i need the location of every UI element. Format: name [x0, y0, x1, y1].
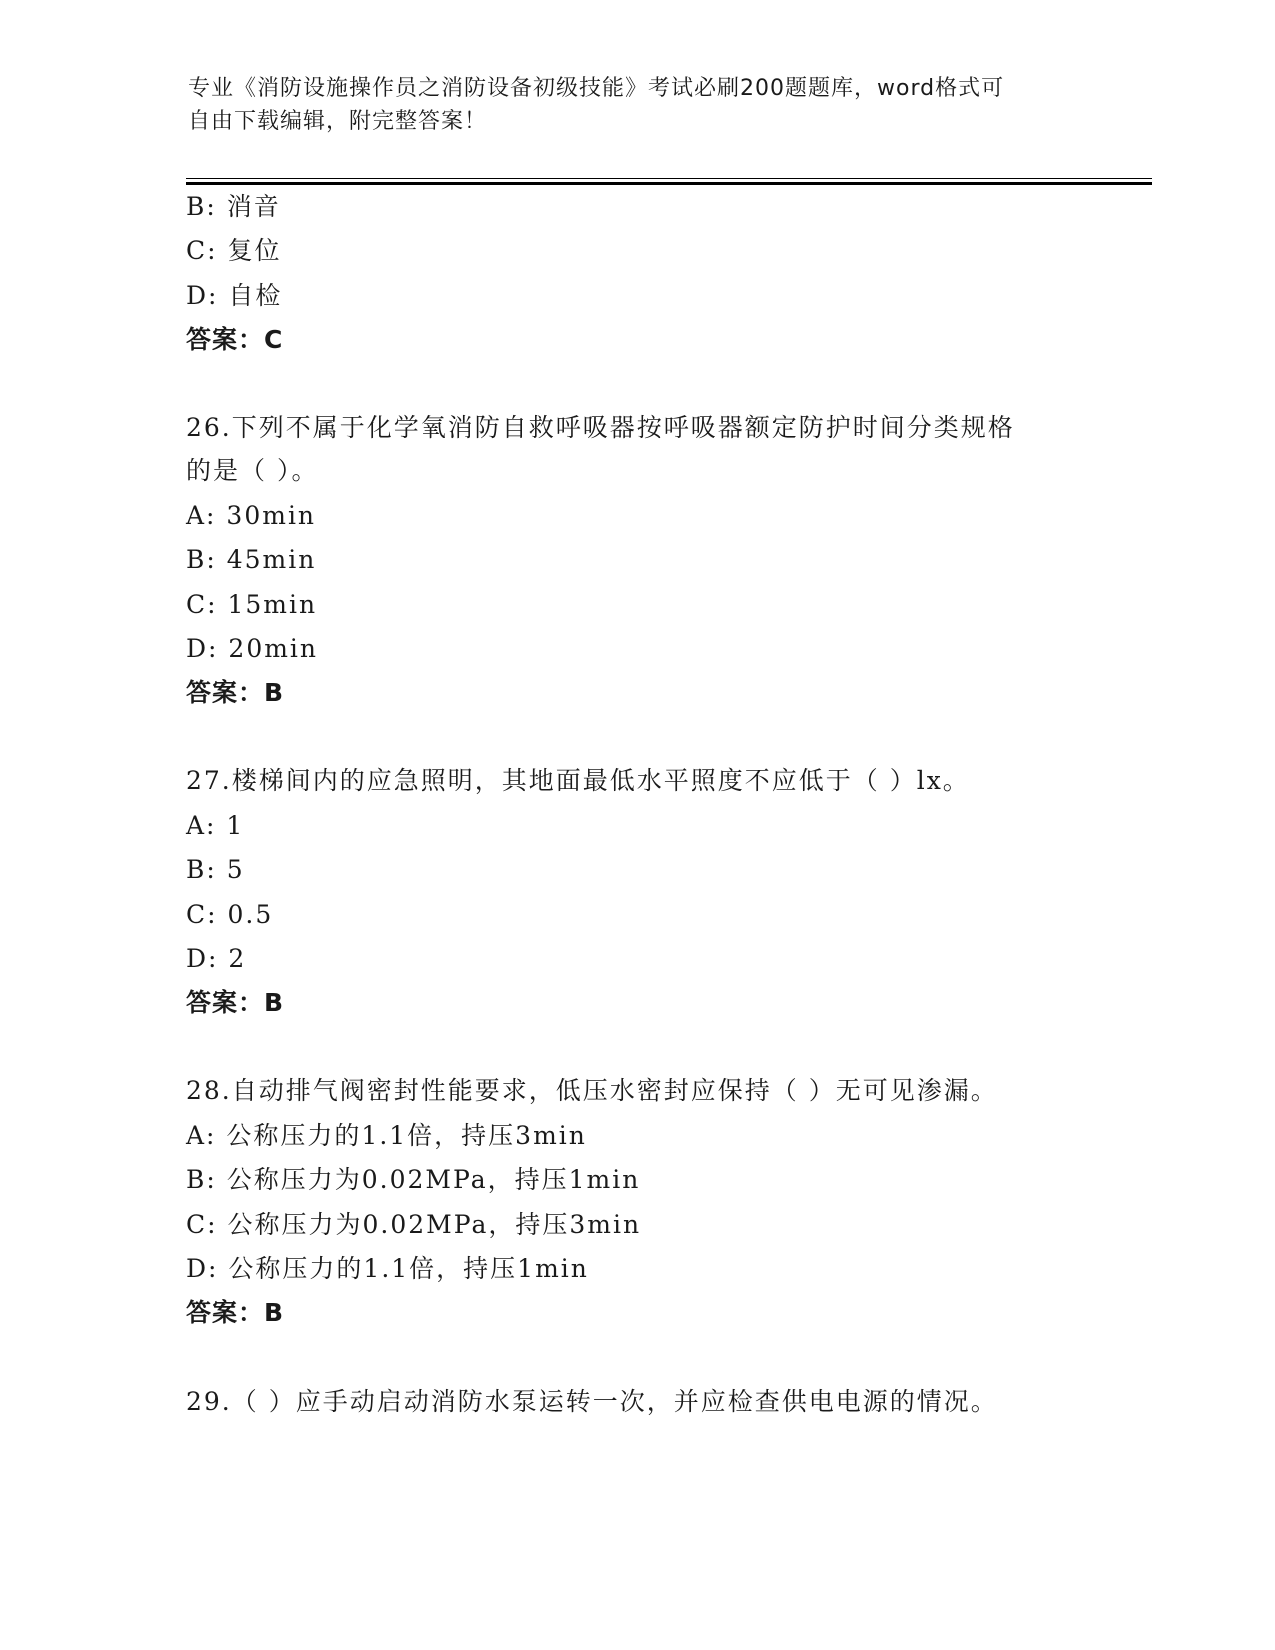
q26-stem-line-2: 的是（ ）。 — [186, 456, 319, 485]
header-rule-thick — [186, 182, 1152, 185]
q29-stem: 29.（ ）应手动启动消防水泵运转一次，并应检查供电电源的情况。 — [186, 1387, 998, 1416]
q27-option-b: B: 5 — [186, 855, 245, 884]
q28-option-b: B: 公称压力为0.02MPa，持压1min — [186, 1165, 641, 1194]
q27-option-d: D: 2 — [186, 944, 247, 973]
header-rule-thin — [186, 178, 1152, 179]
q26-stem-line-1: 26.下列不属于化学氧消防自救呼吸器按呼吸器额定防护时间分类规格 — [186, 413, 1015, 442]
q28-option-d: D: 公称压力的1.1倍，持压1min — [186, 1254, 589, 1283]
q28-option-c: C: 公称压力为0.02MPa，持压3min — [186, 1210, 642, 1239]
header-line-1: 专业《消防设施操作员之消防设备初级技能》考试必刷200题题库，word格式可 — [188, 76, 1005, 101]
q27-option-c: C: 0.5 — [186, 900, 274, 929]
q26-answer: 答案：B — [186, 678, 285, 707]
q28-option-a: A: 公称压力的1.1倍，持压3min — [186, 1121, 587, 1150]
q26-option-b: B: 45min — [186, 545, 317, 574]
q26-option-a: A: 30min — [186, 501, 317, 530]
q28-stem: 28.自动排气阀密封性能要求，低压水密封应保持（ ）无可见渗漏。 — [186, 1076, 998, 1105]
q27-stem: 27.楼梯间内的应急照明，其地面最低水平照度不应低于（ ）lx。 — [186, 766, 970, 795]
q27-answer: 答案：B — [186, 988, 285, 1017]
q28-answer: 答案：B — [186, 1298, 285, 1327]
q26-option-c: C: 15min — [186, 590, 318, 619]
q25-option-d: D: 自检 — [186, 281, 283, 310]
q25-option-c: C: 复位 — [186, 236, 282, 265]
q27-option-a: A: 1 — [186, 811, 245, 840]
document-header — [188, 72, 1088, 138]
q26-option-d: D: 20min — [186, 634, 319, 663]
header-line-2: 自由下载编辑，附完整答案！ — [188, 109, 488, 134]
q25-answer: 答案：C — [186, 325, 284, 354]
q25-option-b: B: 消音 — [186, 192, 281, 221]
